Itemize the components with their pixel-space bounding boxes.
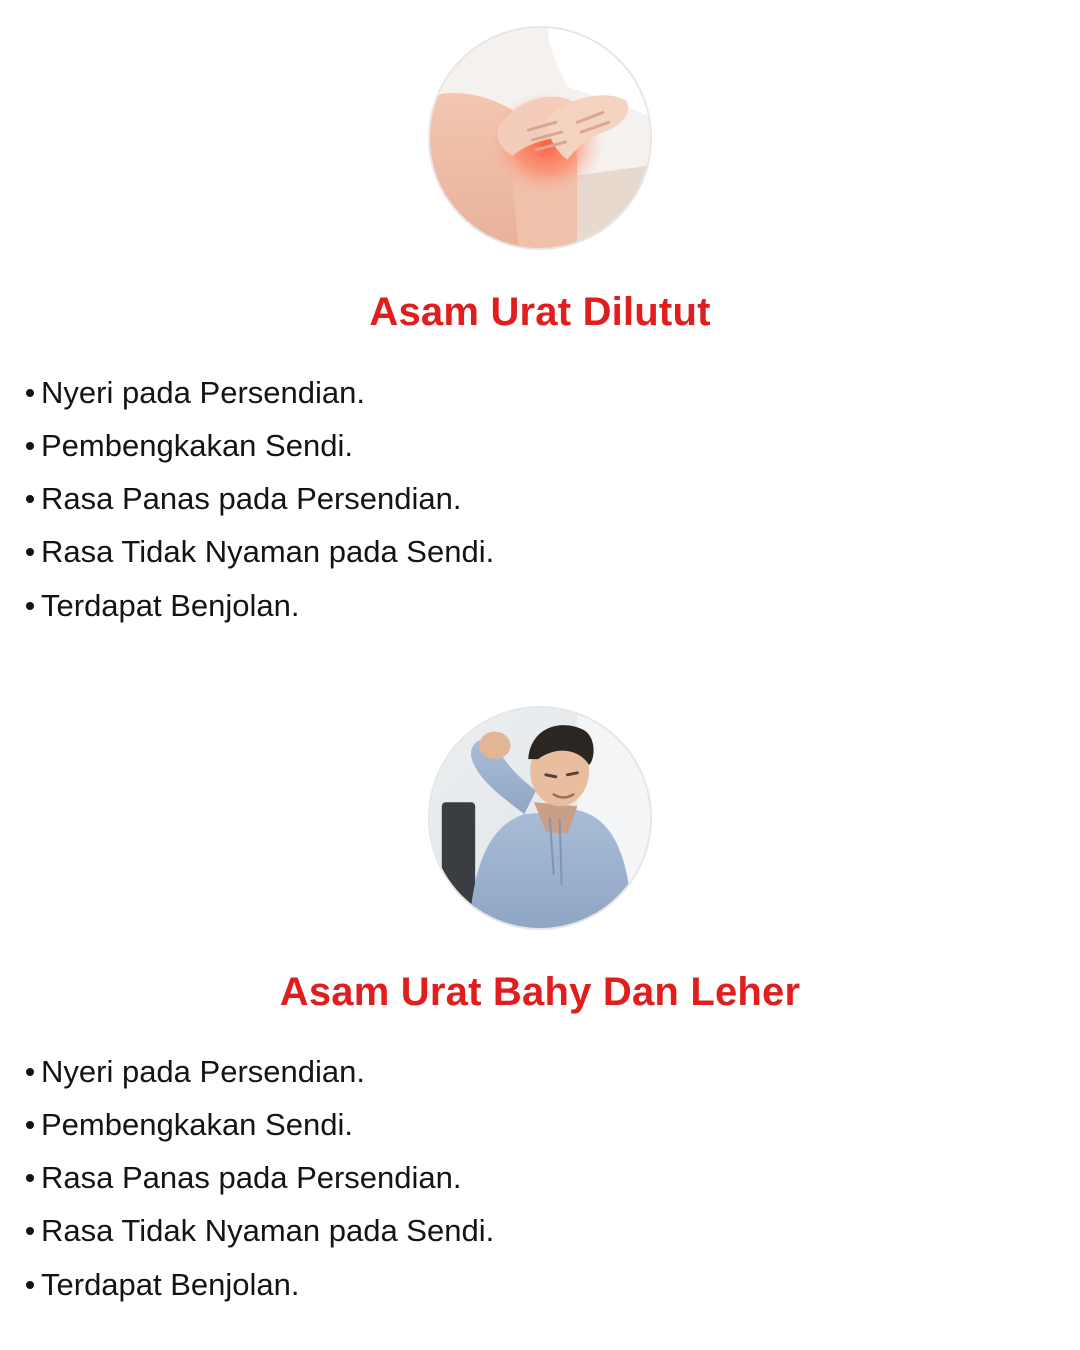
- knee-pain-photo-icon: [428, 26, 652, 250]
- bullet-icon: [26, 1174, 34, 1182]
- symptom-list: [26, 373, 494, 639]
- list-item: [26, 1158, 494, 1211]
- list-item: [26, 532, 494, 586]
- list-item: [26, 426, 494, 479]
- list-item-text: Rasa Panas pada Persendian.: [41, 481, 462, 516]
- list-item-text: Pembengkakan Sendi.: [41, 428, 353, 463]
- list-item: [26, 373, 494, 426]
- symptom-list: [26, 1052, 494, 1318]
- list-item: [26, 586, 494, 639]
- bullet-icon: [26, 1068, 34, 1076]
- list-item-text: Rasa Tidak Nyaman pada Sendi.: [41, 1213, 495, 1248]
- bullet-icon: [26, 1227, 34, 1235]
- bullet-icon: [26, 389, 34, 397]
- list-item: [26, 1105, 494, 1158]
- bullet-icon: [26, 602, 34, 610]
- list-item-text: Nyeri pada Persendian.: [41, 375, 365, 410]
- list-item-text: Nyeri pada Persendian.: [41, 1054, 365, 1089]
- bullet-icon: [26, 1281, 34, 1289]
- list-item-text: Pembengkakan Sendi.: [41, 1107, 353, 1142]
- bullet-icon: [26, 495, 34, 503]
- list-item: [26, 1211, 494, 1265]
- list-item-text: Terdapat Benjolan.: [41, 1267, 300, 1302]
- shoulder-neck-pain-photo-icon: [428, 706, 652, 930]
- list-item: [26, 479, 494, 532]
- list-item: [26, 1052, 494, 1105]
- bullet-icon: [26, 548, 34, 556]
- list-item: [26, 1265, 494, 1318]
- bullet-icon: [26, 442, 34, 450]
- bullet-icon: [26, 1121, 34, 1129]
- list-item-text: Rasa Tidak Nyaman pada Sendi.: [41, 534, 495, 569]
- section-title: Asam Urat Bahy Dan Leher: [279, 970, 801, 1014]
- section-title: Asam Urat Dilutut: [369, 290, 711, 334]
- list-item-text: Rasa Panas pada Persendian.: [41, 1160, 462, 1195]
- list-item-text: Terdapat Benjolan.: [41, 588, 300, 623]
